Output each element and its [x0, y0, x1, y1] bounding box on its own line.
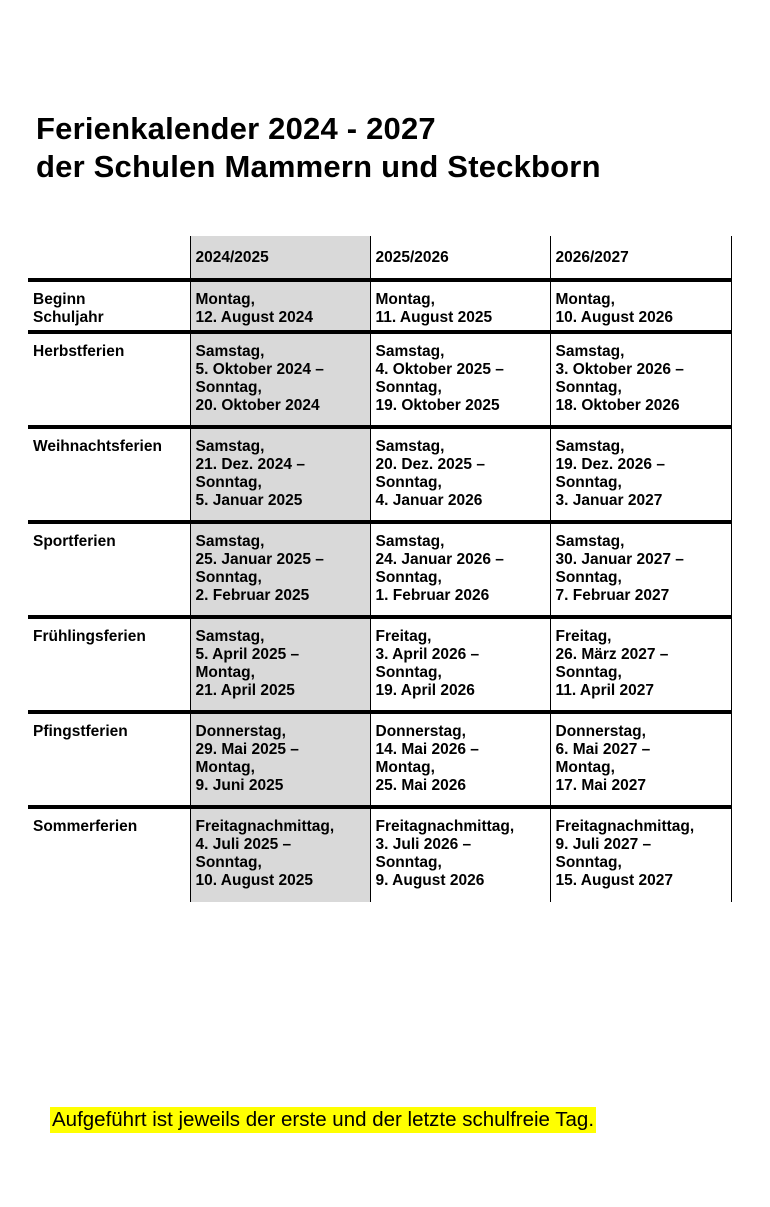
row-label — [28, 427, 190, 522]
row-label-line: Sommerferien — [33, 818, 138, 835]
date-line: 10. August 2025 — [195, 872, 313, 889]
date-line: Montag, — [555, 759, 615, 776]
date-line: 14. Mai 2026 – — [375, 741, 479, 758]
date-line: Sonntag, — [555, 854, 622, 871]
table-row — [28, 427, 731, 522]
date-line: Freitag, — [555, 628, 612, 645]
date-line: Sonntag, — [375, 474, 442, 491]
date-line: 26. März 2027 – — [555, 646, 669, 663]
date-line: Samstag, — [195, 438, 265, 455]
date-cell — [550, 332, 731, 427]
date-cell — [190, 712, 370, 807]
date-cell — [370, 280, 550, 332]
date-line: Montag, — [195, 664, 255, 681]
row-label-line: Sportferien — [33, 533, 116, 550]
date-cell — [190, 280, 370, 332]
date-line: 19. April 2026 — [375, 682, 475, 699]
row-label-line: Beginn — [33, 291, 86, 308]
date-line: 24. Januar 2026 – — [375, 551, 504, 568]
date-line: Samstag, — [555, 533, 625, 550]
date-line: 11. August 2025 — [375, 309, 493, 326]
date-cell — [370, 617, 550, 712]
table-header — [28, 236, 731, 280]
date-line: Montag, — [375, 291, 435, 308]
date-line: 21. Dez. 2024 – — [195, 456, 305, 473]
date-line: Montag, — [555, 291, 615, 308]
date-line: Sonntag, — [555, 379, 622, 396]
date-line: Samstag, — [555, 343, 625, 360]
row-label — [28, 712, 190, 807]
table-row — [28, 332, 731, 427]
table-row — [28, 617, 731, 712]
header-row — [28, 236, 731, 280]
date-line: 1. Februar 2026 — [375, 587, 490, 604]
date-line: 17. Mai 2027 — [555, 777, 646, 794]
table-row — [28, 712, 731, 807]
date-cell — [190, 332, 370, 427]
table-row — [28, 522, 731, 617]
date-line: Freitagnachmittag, — [375, 818, 515, 835]
title-line-1: Ferienkalender 2024 - 2027 — [36, 111, 436, 146]
row-label — [28, 522, 190, 617]
date-line: Donnerstag, — [375, 723, 466, 740]
date-line: 20. Oktober 2024 — [195, 397, 320, 414]
table-body — [28, 280, 731, 902]
header-cell-2024-2025: 2024/2025 — [190, 236, 370, 280]
header-cell-2025-2026: 2025/2026 — [370, 236, 550, 280]
date-cell — [370, 712, 550, 807]
date-line: 9. Juli 2027 – — [555, 836, 652, 853]
row-label-line: Weihnachtsferien — [33, 438, 162, 455]
date-cell — [370, 332, 550, 427]
date-line: 4. Oktober 2025 – — [375, 361, 504, 378]
date-line: Sonntag, — [375, 664, 442, 681]
date-line: 25. Mai 2026 — [375, 777, 466, 794]
date-line: Samstag, — [195, 628, 265, 645]
date-cell — [190, 427, 370, 522]
date-line: 21. April 2025 — [195, 682, 295, 699]
date-line: Samstag, — [195, 533, 265, 550]
date-line: Samstag, — [195, 343, 265, 360]
date-line: 29. Mai 2025 – — [195, 741, 299, 758]
row-label-line: Schuljahr — [33, 309, 104, 326]
header-cell-empty — [28, 236, 190, 280]
date-line: Samstag, — [375, 533, 445, 550]
date-line: Sonntag, — [375, 854, 442, 871]
date-line: 11. April 2027 — [555, 682, 655, 699]
date-cell — [550, 712, 731, 807]
row-label — [28, 280, 190, 332]
date-line: Sonntag, — [195, 379, 262, 396]
date-line: Samstag, — [375, 343, 445, 360]
date-line: 5. Januar 2025 — [195, 492, 303, 509]
date-line: Sonntag, — [195, 854, 262, 871]
row-label — [28, 807, 190, 902]
row-label-line: Herbstferien — [33, 343, 125, 360]
date-line: 10. August 2026 — [555, 309, 673, 326]
date-line: Sonntag, — [555, 474, 622, 491]
page-title — [36, 110, 601, 186]
date-cell — [370, 427, 550, 522]
title-line-2: der Schulen Mammern und Steckborn — [36, 149, 601, 184]
date-line: Donnerstag, — [555, 723, 646, 740]
row-label-line: Pfingstferien — [33, 723, 128, 740]
date-line: Sonntag, — [555, 569, 622, 586]
date-line: 5. April 2025 – — [195, 646, 300, 663]
date-line: 20. Dez. 2025 – — [375, 456, 485, 473]
date-line: Freitagnachmittag, — [555, 818, 695, 835]
date-line: 7. Februar 2027 — [555, 587, 670, 604]
date-line: 3. Oktober 2026 – — [555, 361, 684, 378]
date-line: 2. Februar 2025 — [195, 587, 310, 604]
date-cell — [550, 807, 731, 902]
date-line: 9. Juni 2025 — [195, 777, 284, 794]
date-line: 30. Januar 2027 – — [555, 551, 684, 568]
date-line: 9. August 2026 — [375, 872, 485, 889]
header-cell-2026-2027: 2026/2027 — [550, 236, 731, 280]
table-row — [28, 280, 731, 332]
date-line: 18. Oktober 2026 — [555, 397, 680, 414]
row-label — [28, 332, 190, 427]
date-line: Donnerstag, — [195, 723, 286, 740]
date-line: 3. Juli 2026 – — [375, 836, 472, 853]
row-label-line: Frühlingsferien — [33, 628, 146, 645]
date-cell — [190, 522, 370, 617]
date-line: Freitag, — [375, 628, 432, 645]
date-line: 19. Dez. 2026 – — [555, 456, 665, 473]
date-cell — [370, 807, 550, 902]
footnote-highlighted: Aufgeführt ist jeweils der erste und der letzte schulfreie Tag. — [52, 1108, 595, 1131]
date-line: Freitagnachmittag, — [195, 818, 335, 835]
date-line: 6. Mai 2027 – — [555, 741, 651, 758]
date-cell — [550, 617, 731, 712]
date-line: 12. August 2024 — [195, 309, 313, 326]
date-line: Sonntag, — [195, 474, 262, 491]
date-line: Samstag, — [375, 438, 445, 455]
date-line: 4. Januar 2026 — [375, 492, 483, 509]
date-line: 3. April 2026 – — [375, 646, 480, 663]
date-line: 4. Juli 2025 – — [195, 836, 292, 853]
date-cell — [550, 427, 731, 522]
date-line: Montag, — [195, 759, 255, 776]
date-line: Montag, — [375, 759, 435, 776]
date-cell — [550, 522, 731, 617]
date-line: Samstag, — [555, 438, 625, 455]
date-line: Sonntag, — [555, 664, 622, 681]
date-line: Sonntag, — [375, 569, 442, 586]
date-line: 15. August 2027 — [555, 872, 673, 889]
date-cell — [190, 807, 370, 902]
row-label — [28, 617, 190, 712]
date-line: 19. Oktober 2025 — [375, 397, 500, 414]
date-cell — [190, 617, 370, 712]
date-line: Sonntag, — [375, 379, 442, 396]
table-row — [28, 807, 731, 902]
date-line: 3. Januar 2027 — [555, 492, 663, 509]
holiday-calendar-table — [28, 236, 732, 902]
date-cell — [370, 522, 550, 617]
date-cell — [550, 280, 731, 332]
date-line: Sonntag, — [195, 569, 262, 586]
date-line: 5. Oktober 2024 – — [195, 361, 324, 378]
date-line: 25. Januar 2025 – — [195, 551, 324, 568]
date-line: Montag, — [195, 291, 255, 308]
